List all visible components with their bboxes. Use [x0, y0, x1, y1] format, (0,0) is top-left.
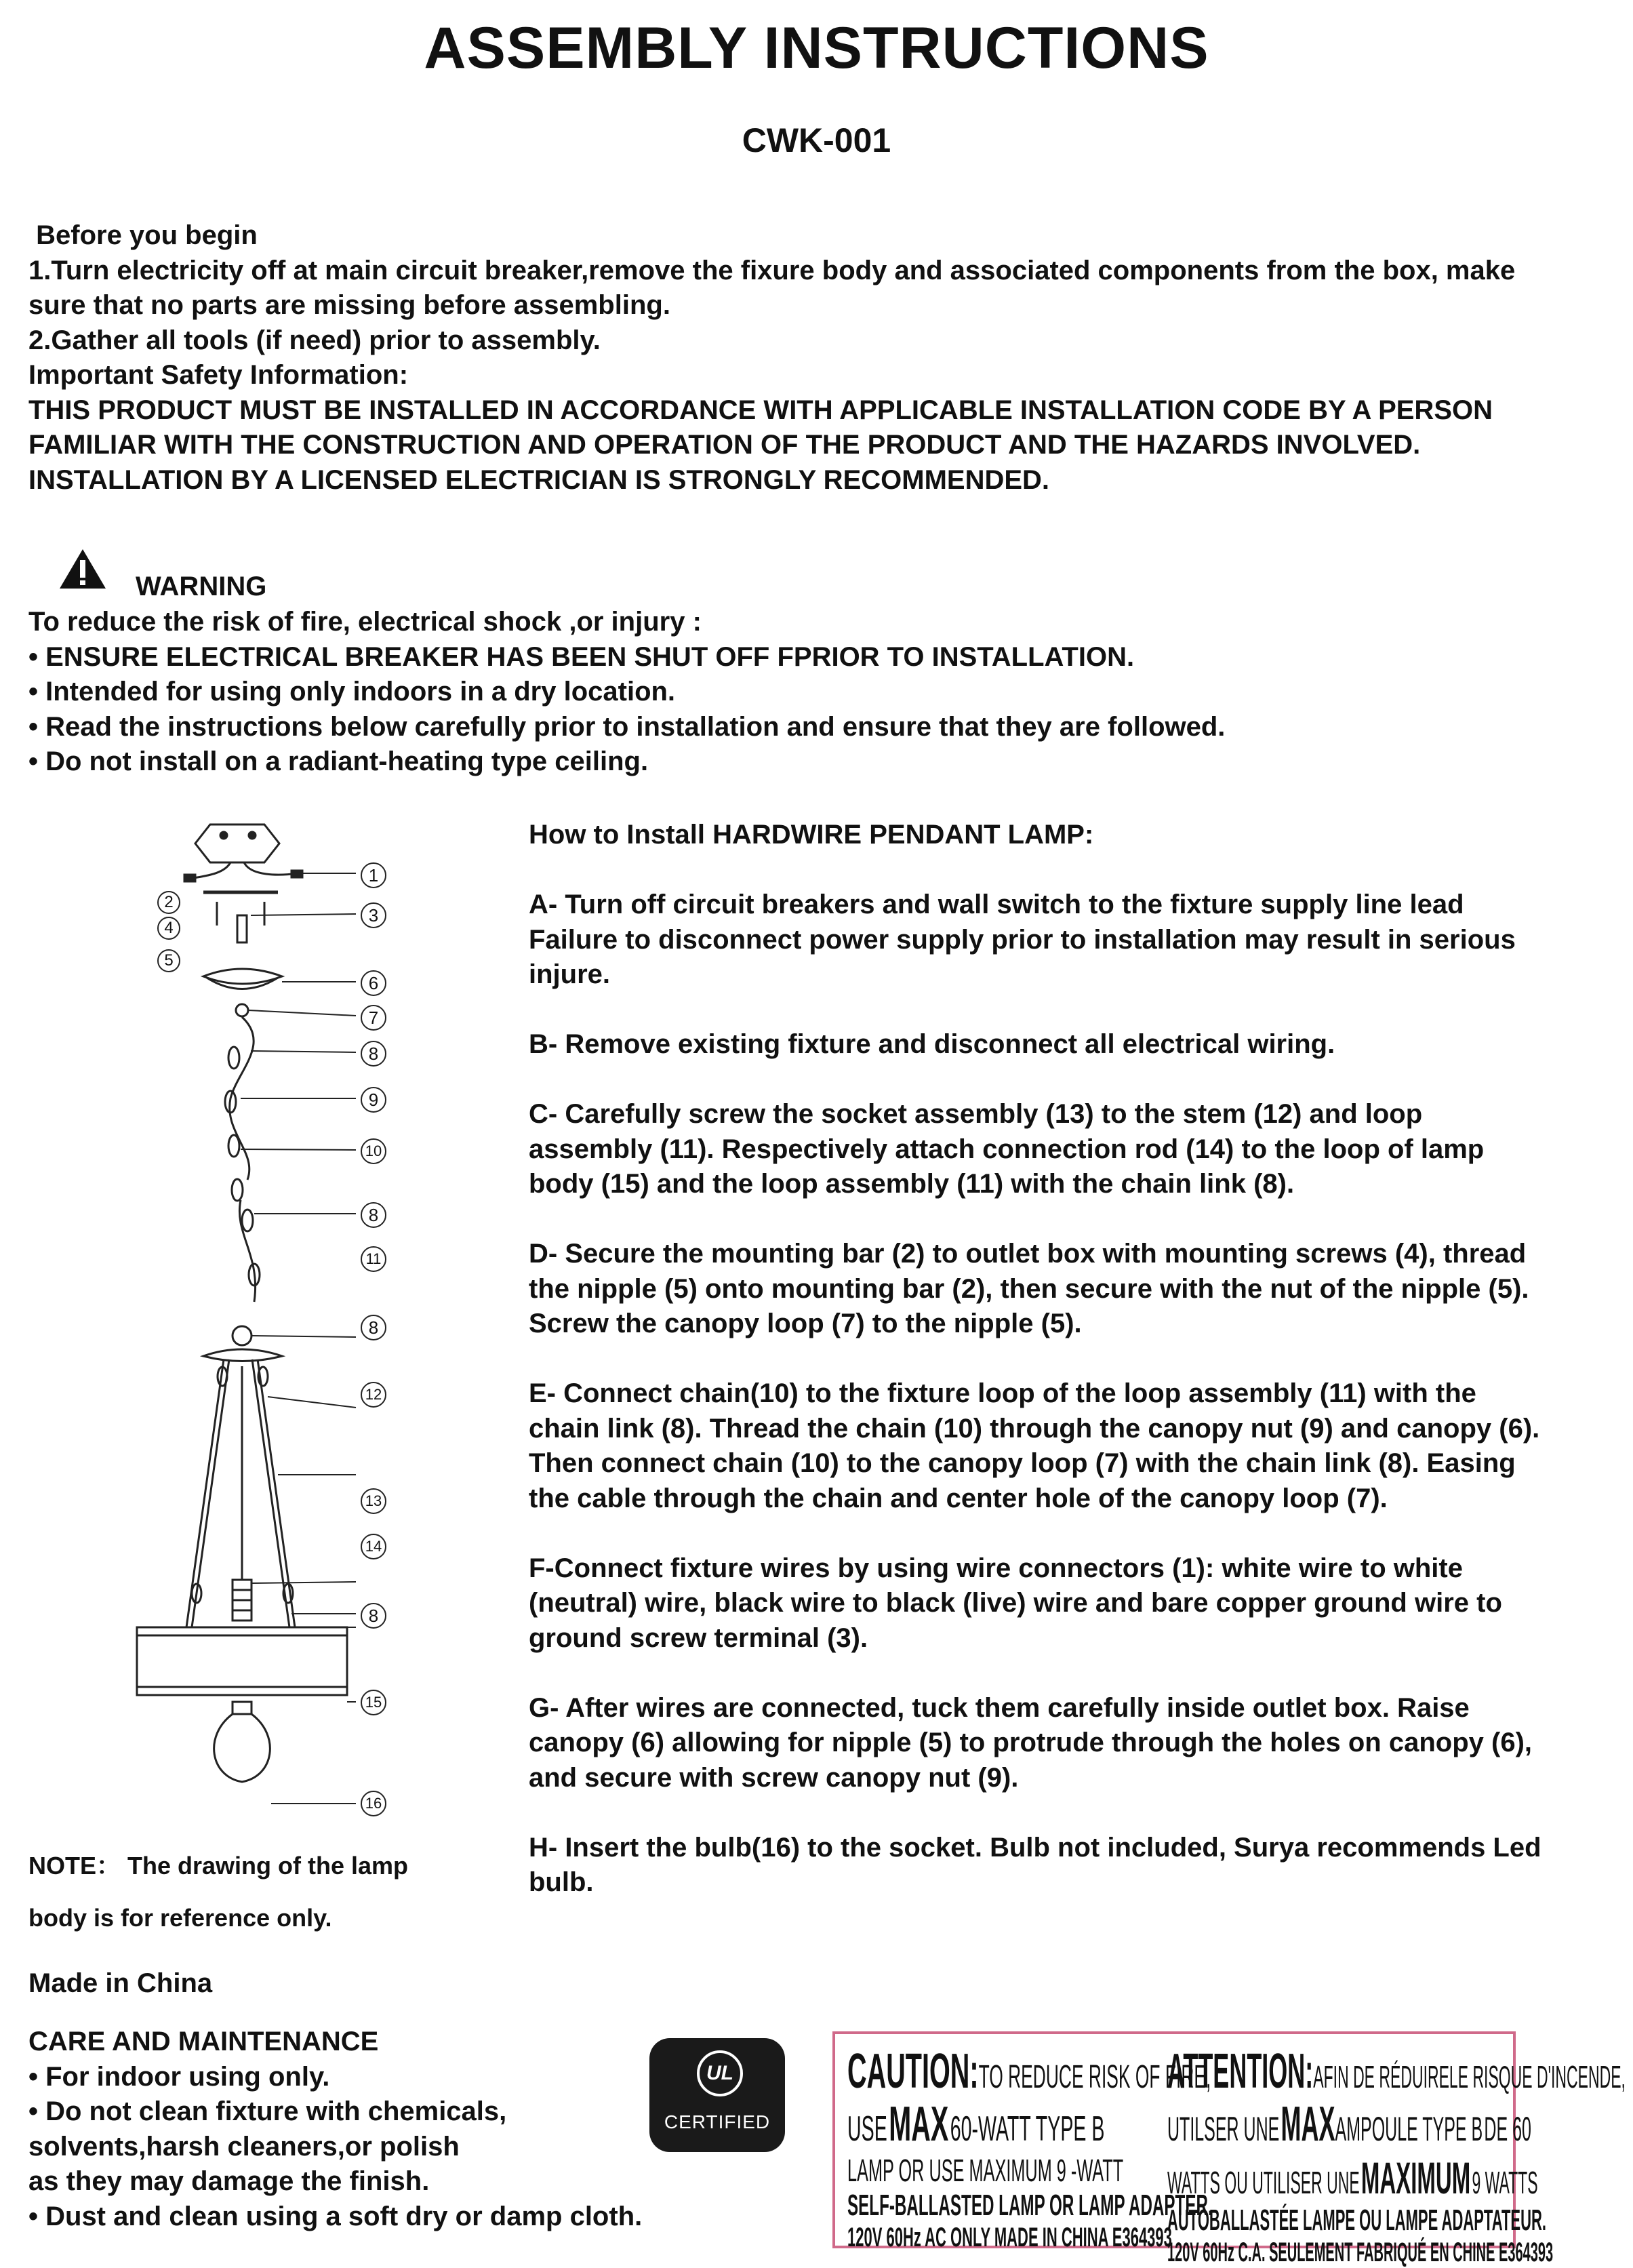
callout-1: 1	[361, 862, 386, 888]
instruction-line: B- Remove existing fixture and disconnect all electrical wiring.	[529, 1029, 1335, 1059]
attention-max: MAX	[1281, 2097, 1335, 2151]
attention-text: WATTS OU UTILISER UNE	[1167, 2165, 1360, 2200]
intro-line: Important Safety Information:	[28, 360, 409, 390]
instruction-line: Screw the canopy loop (7) to the nipple (5).	[529, 1309, 1082, 1338]
drawing-note-line1: NOTE： The drawing of the lamp	[28, 1852, 409, 1879]
callout-9: 9	[361, 1087, 386, 1113]
warning-triangle-icon	[58, 548, 107, 590]
caution-heading: CAUTION:	[847, 2044, 979, 2098]
instruction-line: and secure with screw canopy nut (9).	[529, 1762, 1019, 1793]
care-line: • For indoor using only.	[28, 2061, 330, 2092]
warning-line: • Do not install on a radiant-heating type ceiling.	[28, 747, 649, 776]
ul-certified-text: CERTIFIED	[664, 2111, 771, 2132]
intro-line: FAMILIAR WITH THE CONSTRUCTION AND OPERATION OF THE PRODUCT AND THE HAZARDS INVOLVED.	[28, 430, 1421, 460]
callout-4: 4	[157, 917, 180, 940]
instruction-line: C- Carefully screw the socket assembly (13) to the stem (12) and loop	[529, 1099, 1423, 1129]
attention-text: AFIN DE RÉDUIRELE RISQUE D'INCENDE,	[1313, 2059, 1626, 2094]
callout-12: 12	[361, 1382, 386, 1408]
intro-line: THIS PRODUCT MUST BE INSTALLED IN ACCORDANCE WITH APPLICABLE INSTALLATION CODE BY A PERSON	[28, 395, 1493, 425]
callout-3: 3	[361, 902, 386, 928]
instruction-line: the nipple (5) onto mounting bar (2), then secure with the nut of the nipple (5).	[529, 1273, 1529, 1304]
ul-certified-badge	[649, 2038, 785, 2152]
instruction-line	[529, 1062, 1541, 1098]
attention-text: AMPOULE TYPE B	[1335, 2110, 1483, 2148]
caution-text: LAMP OR USE MAXIMUM 9 -WATT	[847, 2153, 1124, 2188]
instruction-line	[529, 1342, 1541, 1377]
callout-16: 16	[361, 1791, 386, 1816]
instruction-line: G- After wires are connected, tuck them carefully inside outlet box. Raise	[529, 1692, 1470, 1723]
attention-text: 120V 60Hz C.A. SEULEMENT FABRIQUÉ EN CHINE E364393	[1167, 2237, 1554, 2267]
callout-8: 8	[361, 1603, 386, 1629]
instruction-line: body (15) and the loop assembly (11) with the chain link (8).	[529, 1169, 1295, 1199]
intro-line: sure that no parts are missing before assembling.	[28, 290, 670, 320]
caution-text: 120V 60Hz AC ONLY MADE IN CHINA E364393	[847, 2223, 1172, 2252]
instruction-heading: How to Install HARDWIRE PENDANT LAMP:	[529, 820, 1094, 850]
instruction-line: Then connect chain (10) to the canopy loop (7) with the chain link (8). Easing	[529, 1448, 1516, 1478]
instruction-line: H- Insert the bulb(16) to the socket. Bulb not included, Surya recommends Led	[529, 1832, 1541, 1863]
instruction-line: assembly (11). Respectively attach connection rod (14) to the loop of lamp	[529, 1134, 1485, 1164]
callout-8: 8	[361, 1202, 386, 1228]
document-title: ASSEMBLY INSTRUCTIONS	[424, 16, 1209, 81]
instruction-line: canopy (6) allowing for nipple (5) to protrude through the holes on canopy (6),	[529, 1728, 1532, 1757]
callout-11: 11	[361, 1246, 386, 1272]
warning-line: • Read the instructions below carefully prior to installation and ensure that they are followed.	[28, 711, 1226, 742]
caution-label-fr	[1167, 2044, 1626, 2268]
callout-6: 6	[361, 970, 386, 996]
outlet-box	[195, 824, 279, 862]
instruction-line: bulb.	[529, 1867, 594, 1897]
intro-line: 2.Gather all tools (if need) prior to assembly.	[28, 325, 601, 355]
callout-10: 10	[361, 1138, 386, 1164]
warning-heading: WARNING	[136, 572, 267, 601]
intro-line: Before you begin	[28, 220, 258, 250]
care-line: • Dust and clean using a soft dry or damp cloth.	[28, 2201, 643, 2231]
instruction-line: ground screw terminal (3).	[529, 1623, 868, 1653]
caution-label	[832, 2031, 1626, 2267]
caution-text: 60-WATT TYPE B	[950, 2109, 1105, 2149]
warning-line: • Intended for using only indoors in a dry location.	[28, 677, 676, 707]
instruction-line: Failure to disconnect power supply prior to installation may result in serious	[529, 924, 1516, 955]
attention-text: AUTOBALLASTÉE LAMPE OU LAMPE ADAPTATEUR.	[1167, 2204, 1546, 2237]
care-section	[28, 2025, 642, 2234]
attention-text: 9 WATTS	[1472, 2165, 1538, 2200]
warning-line: To reduce the risk of fire, electrical shock ,or injury :	[28, 607, 702, 637]
instruction-line	[529, 853, 1541, 888]
instruction-line: (neutral) wire, black wire to black (live) wire and bare copper ground wire to	[529, 1588, 1502, 1618]
instruction-line: the cable through the chain and center hole of the canopy loop (7).	[529, 1483, 1388, 1513]
care-line: • Do not clean fixture with chemicals,	[28, 2096, 507, 2126]
intro-line: INSTALLATION BY A LICENSED ELECTRICIAN IS STRONGLY RECOMMENDED.	[28, 464, 1050, 495]
attention-text: UTILSER UNE	[1167, 2110, 1280, 2148]
intro-section	[28, 218, 1515, 498]
instruction-line	[529, 993, 1541, 1028]
caution-text: SELF-BALLASTED LAMP OR LAMP ADAPTER.	[847, 2189, 1213, 2222]
ul-logo-icon: UL	[697, 2050, 743, 2096]
attention-heading: ATTENTION:	[1167, 2044, 1314, 2098]
callout-2: 2	[157, 891, 180, 914]
instruction-line: E- Connect chain(10) to the fixture loop of the loop assembly (11) with the	[529, 1378, 1476, 1408]
model-number: CWK-001	[742, 121, 891, 159]
attention-maximum: MAXIMUM	[1360, 2153, 1471, 2203]
attention-text: DE 60	[1484, 2110, 1531, 2148]
callout-5: 5	[157, 949, 180, 972]
callout-8: 8	[361, 1315, 386, 1340]
callout-15: 15	[361, 1690, 386, 1715]
intro-line: 1.Turn electricity off at main circuit breaker,remove the fixure body and associated components from the box, make	[28, 255, 1516, 285]
callout-13: 13	[361, 1488, 386, 1514]
callout-8: 8	[361, 1041, 386, 1067]
instruction-line	[529, 1656, 1541, 1691]
drawing-note-line2: body is for reference only.	[28, 1904, 332, 1932]
callout-7: 7	[361, 1005, 386, 1031]
instruction-line: D- Secure the mounting bar (2) to outlet box with mounting screws (4), thread	[529, 1239, 1527, 1269]
care-line: as they may damage the finish.	[28, 2166, 430, 2196]
callout-14: 14	[361, 1534, 386, 1559]
care-line: solvents,harsh cleaners,or polish	[28, 2131, 460, 2162]
instruction-line: chain link (8). Thread the chain (10) through the canopy nut (9) and canopy (6).	[529, 1413, 1540, 1444]
warning-section	[28, 605, 1225, 780]
instruction-line: F-Connect fixture wires by using wire connectors (1): white wire to white	[529, 1553, 1463, 1583]
caution-label-en	[847, 2044, 1213, 2253]
warning-line: • ENSURE ELECTRICAL BREAKER HAS BEEN SHUT OFF FPRIOR TO INSTALLATION.	[28, 641, 1135, 672]
caution-text: TO REDUCE RISK OF FIRE,	[978, 2059, 1211, 2095]
instruction-line	[529, 1795, 1541, 1831]
caution-text: USE	[847, 2109, 887, 2149]
instruction-line	[529, 1202, 1541, 1237]
origin-label: Made in China	[28, 1968, 213, 1998]
install-instructions	[529, 818, 1541, 1901]
instruction-line: injure.	[529, 959, 611, 989]
instruction-line: A- Turn off circuit breakers and wall switch to the fixture supply line lead	[529, 890, 1464, 919]
instruction-line	[529, 1516, 1541, 1551]
caution-max: MAX	[889, 2097, 949, 2151]
care-heading: CARE AND MAINTENANCE	[28, 2027, 379, 2056]
